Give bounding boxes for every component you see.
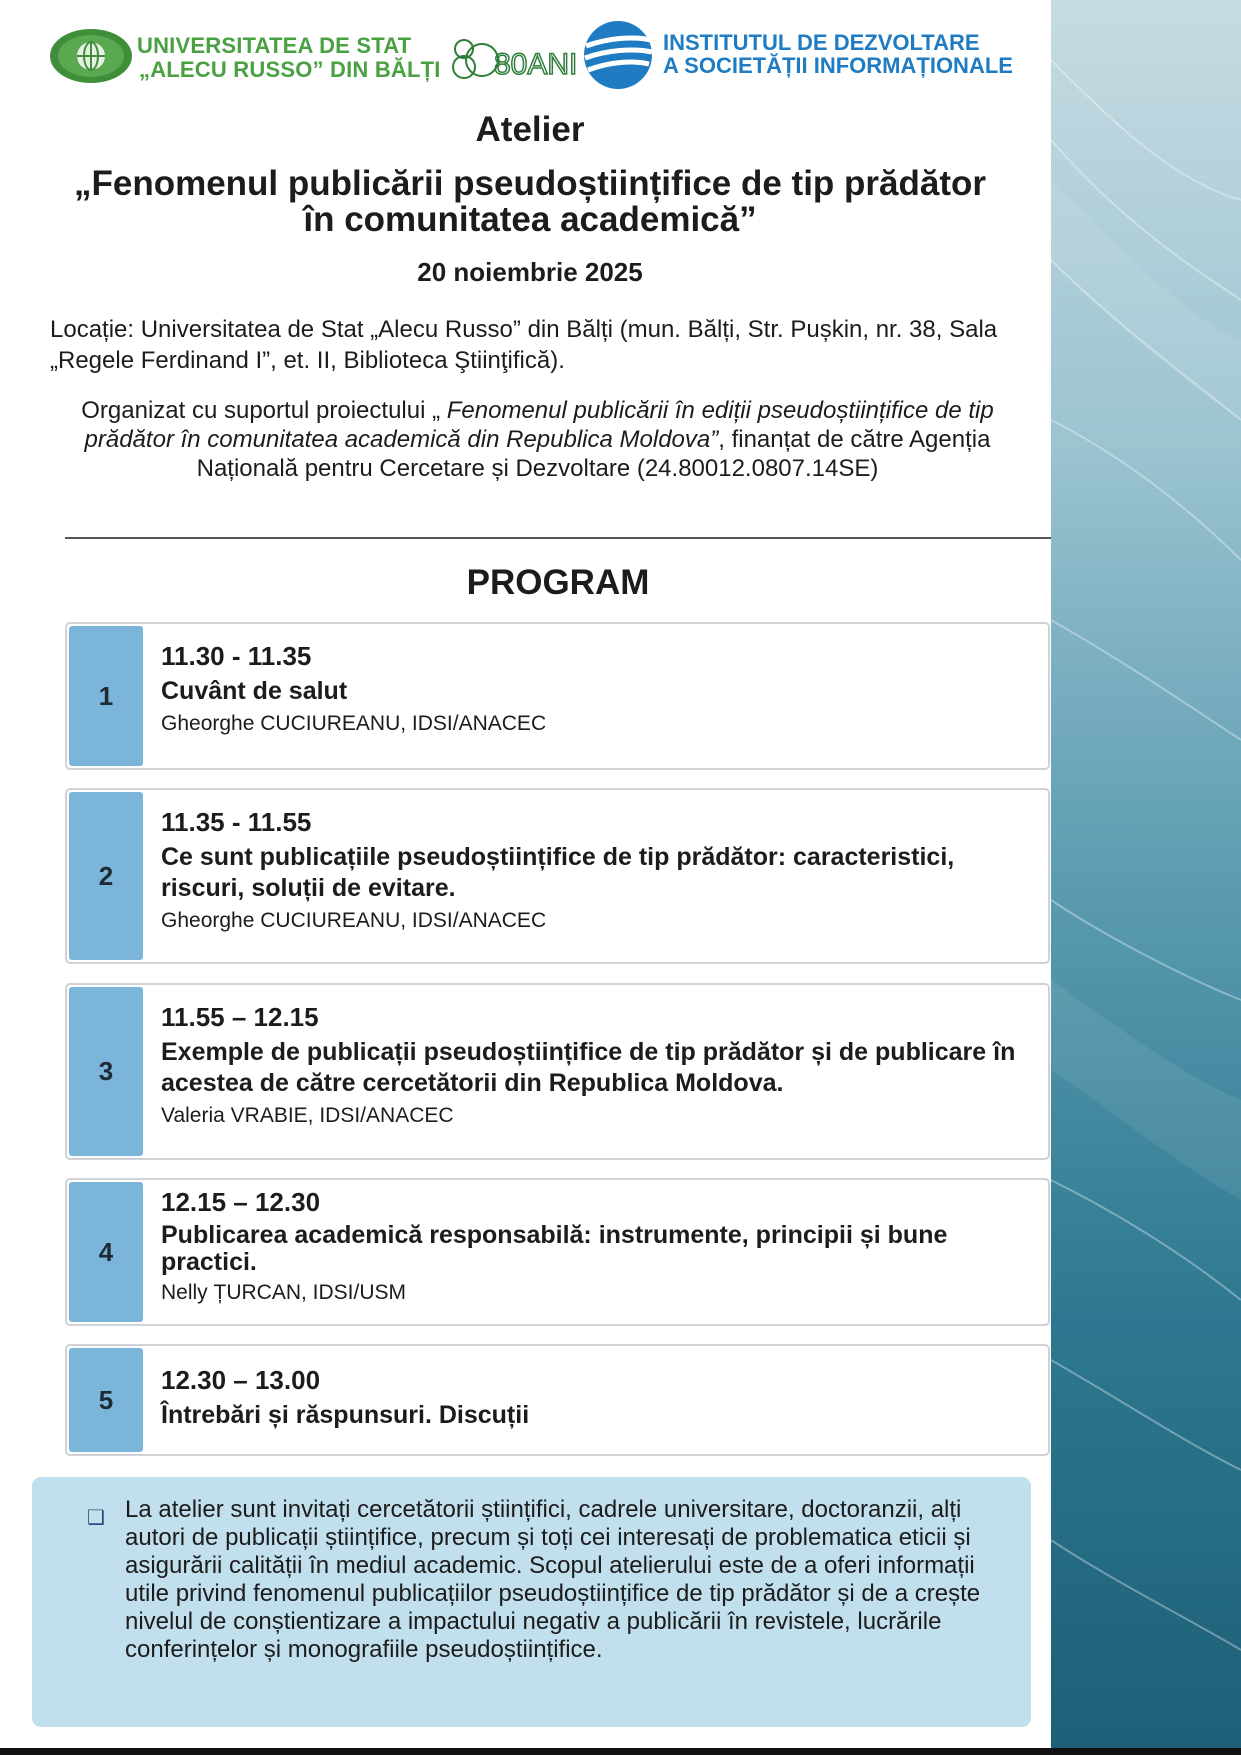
anniversary-text: 80ANI (494, 48, 578, 81)
university-name-line1: UNIVERSITATEA DE STAT (137, 33, 412, 58)
university-name-line2: „ALECU RUSSO” DIN BĂLȚI (139, 57, 441, 82)
session-number: 5 (69, 1348, 143, 1452)
session-time: 12.30 – 13.00 (161, 1365, 321, 1395)
institute-name-line1: INSTITUTUL DE DEZVOLTARE (663, 30, 980, 55)
session-time: 11.30 - 11.35 (161, 641, 312, 671)
anniversary-80-ani-logo (450, 36, 578, 81)
wave-pattern (1051, 0, 1241, 1755)
bullet-box-icon: ❑ (87, 1507, 105, 1529)
session-time: 11.35 - 11.55 (161, 807, 312, 837)
session-speaker: Gheorghe CUCIUREANU, IDSI/ANACEC (161, 909, 547, 932)
session-title: Publicarea academică responsabilă: instrumente, principii și bune practici. (161, 1221, 948, 1276)
session-speaker: Nelly ȚURCAN, IDSI/USM (161, 1281, 407, 1304)
session-title: Exemple de publicații pseudoștiințifice de tip prădător și de publicare în acestea de către cercetătorii din Republica Moldova. (161, 1038, 1016, 1097)
invitation-text: La atelier sunt invitați cercetătorii științifici, cadrele universitare, doctoranzii, alți autori de publicații științifice, precum și toți cei interesați de problematica eticii și asigurării calității în mediul academic. Scopul atelierului este de a oferi informații utile privind fenomenul publicațiilor pseudoștiințifice de tip prădător și de a crește nivelul de conștientizare a impactului negativ a publicării în revistele, lucrările conferințelor și monografiile pseudoștiințifice. (125, 1496, 981, 1663)
organized-suffix: , finanțat de către Agenția Națională pentru Cercetare și Dezvoltare (24.80012.0807.14SE) (196, 426, 991, 482)
program-heading: PROGRAM (466, 563, 650, 602)
event-title (30, 166, 1030, 238)
organized-prefix: Organizat cu suportul proiectului „ (81, 397, 447, 424)
program-session-5 (65, 1344, 1050, 1456)
event-title-line1: „Fenomenul publicării pseudoștiințifice de tip prădător (73, 164, 987, 203)
event-date: 20 noiembrie 2025 (417, 257, 643, 287)
bottom-border (0, 1748, 1241, 1755)
session-speaker: Valeria VRABIE, IDSI/ANACEC (161, 1104, 454, 1127)
session-speaker: Gheorghe CUCIUREANU, IDSI/ANACEC (161, 712, 547, 735)
institute-globe-icon (583, 20, 653, 90)
header (0, 16, 1051, 96)
organized-by (40, 396, 1035, 483)
divider (65, 537, 1051, 539)
session-number: 4 (69, 1182, 143, 1322)
project-title: Fenomenul publicării în ediții pseudoștiințifice de tip prădător în comunitatea academică din Republica Moldova” (84, 397, 994, 453)
event-title-line2: în comunitatea academică” (303, 200, 757, 239)
session-title: Ce sunt publicațiile pseudoștiințifice de tip prădător: caracteristici, riscuri, soluții de evitare. (161, 843, 955, 902)
program-session-1 (65, 622, 1050, 770)
session-title: Cuvânt de salut (161, 677, 348, 705)
institute-name-line2: A SOCIETĂȚII INFORMAȚIONALE (663, 53, 1013, 78)
session-number: 1 (69, 626, 143, 766)
program-session-2 (65, 788, 1050, 964)
session-number: 3 (69, 987, 143, 1156)
event-location: Locație: Universitatea de Stat „Alecu Russo” din Bălți (mun. Bălți, Str. Pușkin, nr. 38, Sala „Regele Ferdinand I”, et. II, Biblioteca Ştiinţifică). (50, 316, 998, 374)
program-session-3 (65, 983, 1050, 1160)
university-name (137, 34, 441, 82)
session-number: 2 (69, 792, 143, 960)
session-time: 11.55 – 12.15 (161, 1002, 319, 1032)
session-time: 12.15 – 12.30 (161, 1187, 321, 1217)
institute-name (663, 31, 1013, 77)
university-emblem-icon (48, 26, 134, 86)
invitation-note (32, 1477, 1031, 1727)
event-kind: Atelier (475, 110, 585, 149)
session-title: Întrebări și răspunsuri. Discuții (161, 1401, 530, 1429)
program-session-4 (65, 1178, 1050, 1326)
decorative-side-panel (1051, 0, 1241, 1755)
